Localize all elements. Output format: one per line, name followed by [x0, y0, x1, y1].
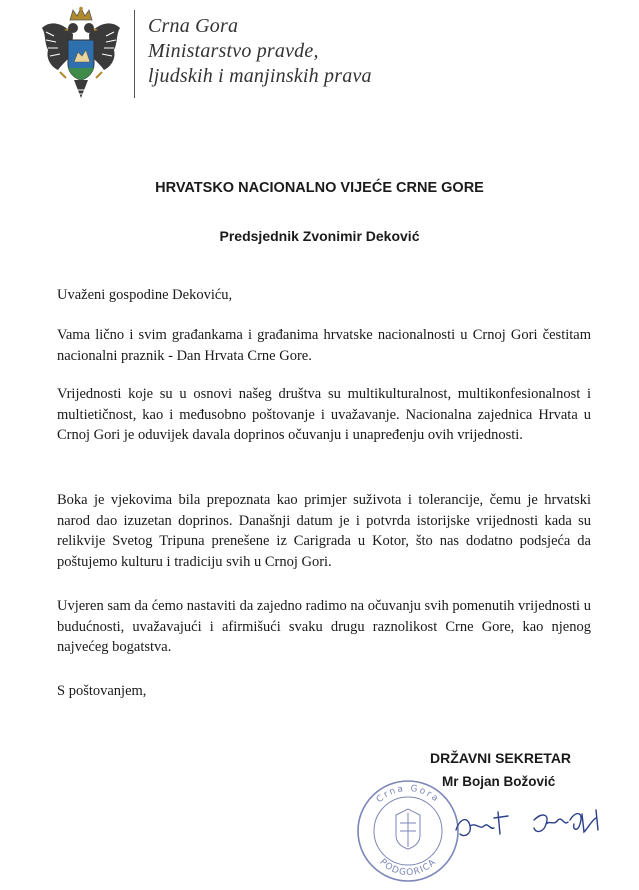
letterhead-text: [148, 14, 372, 89]
official-stamp-icon: [350, 775, 465, 887]
paragraph-3: Boka je vjekovima bila prepoznata kao primjer suživota i tolerancije, čemu je hrvatski narod dao izuzetan doprinos. Današnji datum je i potvrda istorijske vrijednosti kada su relikvije Svetog Tripuna prenešene iz Carigrada u Kotor, što nas dodatno podsjeća da poštujemo kulturu i tradiciju svih u Crnoj Gori.: [57, 492, 591, 570]
stamp-city-text: PODGORICA: [377, 857, 439, 879]
recipient-organization: HRVATSKO NACIONALNO VIJEĆE CRNE GORE: [155, 180, 484, 196]
closing: S poštovanjem,: [57, 683, 147, 699]
letterhead-line-country: Crna Gora: [148, 15, 239, 37]
signatory-name: Mr Bojan Božović: [442, 774, 556, 789]
letterhead-line-department: ljudskih i manjinskih prava: [148, 65, 372, 87]
salutation: Uvaženi gospodine Dekoviću,: [57, 287, 233, 303]
montenegro-coat-of-arms-icon: [40, 6, 122, 102]
signatory-title: DRŽAVNI SEKRETAR: [430, 750, 572, 766]
recipient-person: Predsjednik Zvonimir Deković: [219, 228, 420, 244]
handwritten-signature-icon: [450, 790, 610, 850]
letterhead-line-ministry: Ministarstvo pravde,: [148, 40, 319, 62]
paragraph-2: Vrijednosti koje su u osnovi našeg društva su multikulturalnost, multikonfesionalnost i multietičnost, kao i međusobno poštovanje i uvažavanje. Nacionalna zajednica Hrvata u Crnoj Gori je oduvijek davala doprinos očuvanju i unapređenju ovih vrijednosti.: [57, 386, 591, 443]
svg-text:PODGORICA: [377, 857, 438, 878]
paragraph-1: Vama lično i svim građankama i građanima hrvatske nacionalnosti u Crnoj Gori čestitam nacionalni praznik - Dan Hrvata Crne Gore.: [57, 327, 591, 364]
paragraph-4: Uvjeren sam da ćemo nastaviti da zajedno radimo na očuvanju svih pomenutih vrijednosti u budućnosti, uvažavajući i afirmišući svaku drugu raznolikost Crne Gore, kao njenog najvećeg bogatstva.: [57, 598, 591, 655]
stamp-top-text: Crna Gora: [374, 783, 442, 806]
letterhead-divider: [134, 10, 135, 98]
